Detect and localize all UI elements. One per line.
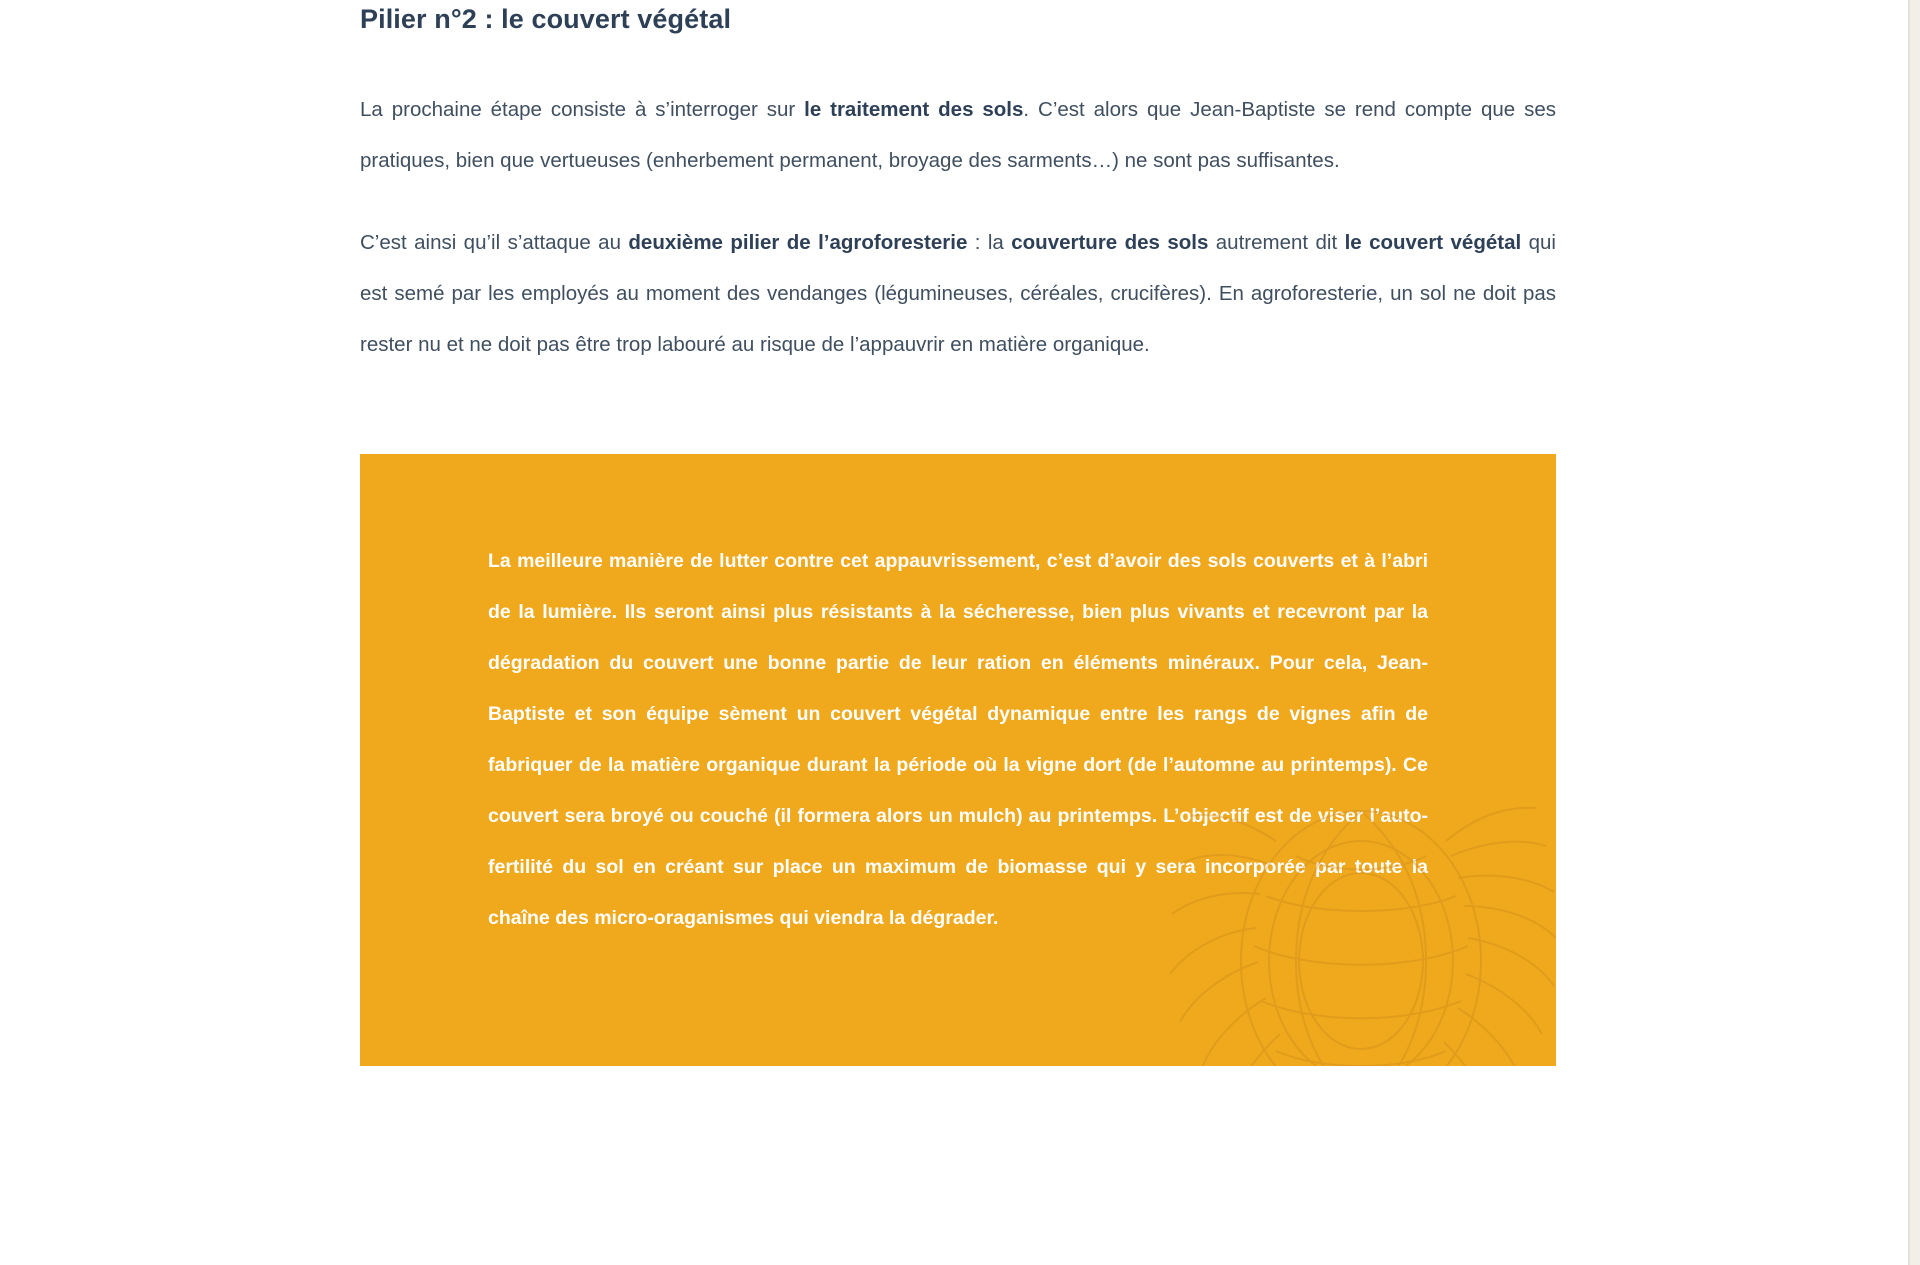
paragraph-2: C’est ainsi qu’il s’attaque au deuxième pilier de l’agroforesterie : la couverture des sols autrement dit le couvert végétal qui est semé par les employés au moment des vendanges (légumineuses, céréales, crucifères). En agroforesterie, un sol ne doit pas rester nu et ne doit pas être trop labouré au risque de l’appauvrir en matière organique. (360, 231, 1556, 356)
callout-text: La meilleure manière de lutter contre cet appauvrissement, c’est d’avoir des sols couverts et à l’abri de la lumière. Ils seront ainsi plus résistants à la sécheresse, bien plus vivants et recevront par la dégradation du couvert une bonne partie de leur ration en éléments minéraux. Pour cela, Jean-Baptiste et son équipe sèment un couvert végétal dynamique entre les rangs de vignes afin de fabriquer de la matière organique durant la période où la vigne dort (de l’automne au printemps). Ce couvert sera broyé ou couché (il formera alors un mulch) au printemps. L’objectif est de viser l’auto-fertilité du sol en créant sur place un maximum de biomasse qui y sera incorporée par toute la chaîne des micro-oraganismes qui viendra la dégrader. (488, 550, 1428, 929)
article-content (360, 0, 1556, 1066)
right-gutter (1910, 0, 1920, 1265)
highlight-callout (360, 454, 1556, 1066)
right-gutter-divider (1908, 0, 1910, 1265)
section-title: Pilier n°2 : le couvert végétal (360, 4, 732, 34)
paragraph-1: La prochaine étape consiste à s’interroger sur le traitement des sols. C’est alors que Jean-Baptiste se rend compte que ses pratiques, bien que vertueuses (enherbement permanent, broyage des sarments…) ne sont pas suffisantes. (360, 98, 1556, 172)
